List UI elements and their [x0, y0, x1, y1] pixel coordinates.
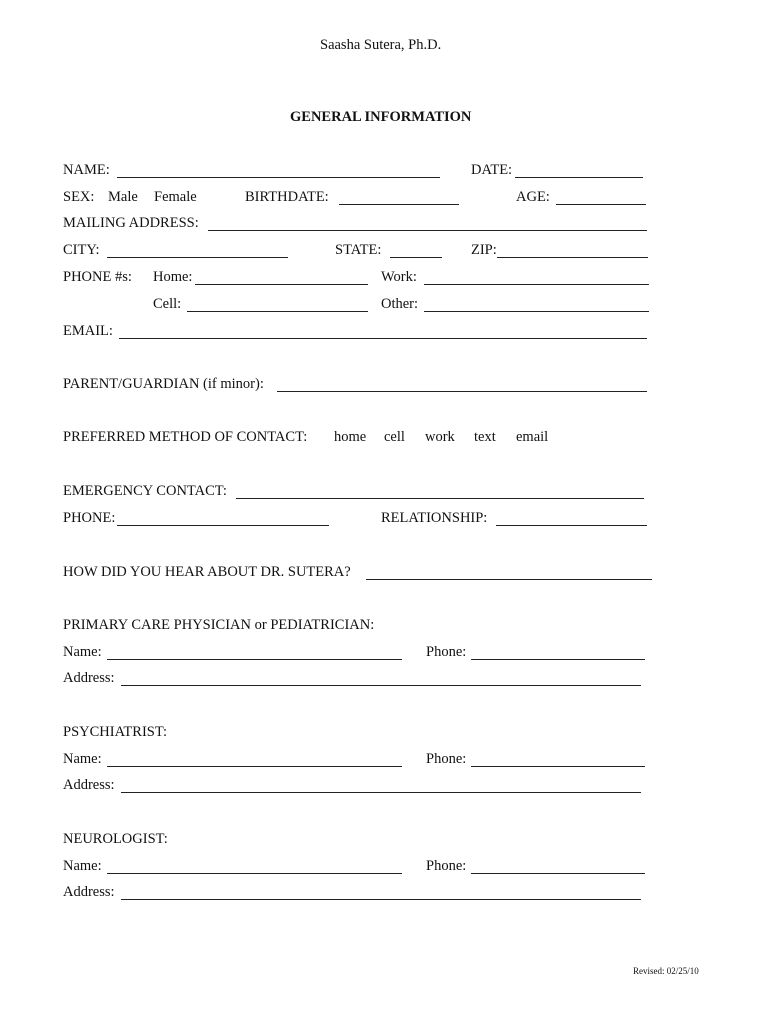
city-label: CITY: [63, 242, 100, 258]
referral-field[interactable] [366, 579, 652, 580]
primary-care-address-label: Address: [63, 670, 115, 686]
contact-option-cell[interactable]: cell [384, 429, 405, 445]
primary-care-heading: PRIMARY CARE PHYSICIAN or PEDIATRICIAN: [63, 617, 375, 633]
psychiatrist-phone-field[interactable] [471, 766, 645, 767]
neurologist-address-label: Address: [63, 884, 115, 900]
cell-phone-label: Cell: [153, 296, 182, 312]
mailing-address-label: MAILING ADDRESS: [63, 215, 199, 231]
page-title: GENERAL INFORMATION [290, 109, 472, 125]
primary-care-phone-label: Phone: [426, 644, 467, 660]
neurologist-name-field[interactable] [107, 873, 402, 874]
sex-option-female[interactable]: Female [154, 189, 197, 205]
revised-date: Revised: 02/25/10 [633, 966, 699, 976]
other-phone-label: Other: [381, 296, 419, 312]
work-phone-label: Work: [381, 269, 417, 285]
primary-care-name-label: Name: [63, 644, 102, 660]
emergency-phone-label: PHONE: [63, 510, 116, 526]
age-field[interactable] [556, 204, 646, 205]
name-field[interactable] [117, 177, 440, 178]
other-phone-field[interactable] [424, 311, 649, 312]
neurologist-phone-label: Phone: [426, 858, 467, 874]
psychiatrist-address-field[interactable] [121, 792, 641, 793]
primary-care-phone-field[interactable] [471, 659, 645, 660]
contact-option-email[interactable]: email [516, 429, 549, 445]
contact-option-work[interactable]: work [425, 429, 455, 445]
parent-guardian-label: PARENT/GUARDIAN (if minor): [63, 376, 264, 392]
sex-label: SEX: [63, 189, 95, 205]
date-field[interactable] [515, 177, 643, 178]
phone-label: PHONE #s: [63, 269, 132, 285]
city-field[interactable] [107, 257, 288, 258]
name-label: NAME: [63, 162, 110, 178]
zip-field[interactable] [497, 257, 648, 258]
psychiatrist-name-label: Name: [63, 751, 102, 767]
birthdate-field[interactable] [339, 204, 459, 205]
mailing-address-field[interactable] [208, 230, 647, 231]
neurologist-address-field[interactable] [121, 899, 641, 900]
email-field[interactable] [119, 338, 647, 339]
neurologist-name-label: Name: [63, 858, 102, 874]
emergency-contact-field[interactable] [236, 498, 644, 499]
psychiatrist-phone-label: Phone: [426, 751, 467, 767]
state-field[interactable] [390, 257, 442, 258]
psychiatrist-address-label: Address: [63, 777, 115, 793]
contact-option-text[interactable]: text [474, 429, 496, 445]
neurologist-heading: NEUROLOGIST: [63, 831, 168, 847]
work-phone-field[interactable] [424, 284, 649, 285]
home-phone-field[interactable] [195, 284, 368, 285]
primary-care-address-field[interactable] [121, 685, 641, 686]
email-label: EMAIL: [63, 323, 113, 339]
age-label: AGE: [516, 189, 550, 205]
cell-phone-field[interactable] [187, 311, 368, 312]
date-label: DATE: [471, 162, 513, 178]
state-label: STATE: [335, 242, 382, 258]
author-name: Saasha Sutera, Ph.D. [320, 37, 442, 53]
neurologist-phone-field[interactable] [471, 873, 645, 874]
psychiatrist-name-field[interactable] [107, 766, 402, 767]
relationship-label: RELATIONSHIP: [381, 510, 488, 526]
contact-method-label: PREFERRED METHOD OF CONTACT: [63, 429, 308, 445]
primary-care-name-field[interactable] [107, 659, 402, 660]
psychiatrist-heading: PSYCHIATRIST: [63, 724, 168, 740]
birthdate-label: BIRTHDATE: [245, 189, 329, 205]
contact-option-home[interactable]: home [334, 429, 367, 445]
referral-label: HOW DID YOU HEAR ABOUT DR. SUTERA? [63, 564, 351, 580]
relationship-field[interactable] [496, 525, 647, 526]
emergency-phone-field[interactable] [117, 525, 329, 526]
home-phone-label: Home: [153, 269, 193, 285]
emergency-contact-label: EMERGENCY CONTACT: [63, 483, 227, 499]
zip-label: ZIP: [471, 242, 497, 258]
sex-option-male[interactable]: Male [108, 189, 138, 205]
parent-guardian-field[interactable] [277, 391, 647, 392]
